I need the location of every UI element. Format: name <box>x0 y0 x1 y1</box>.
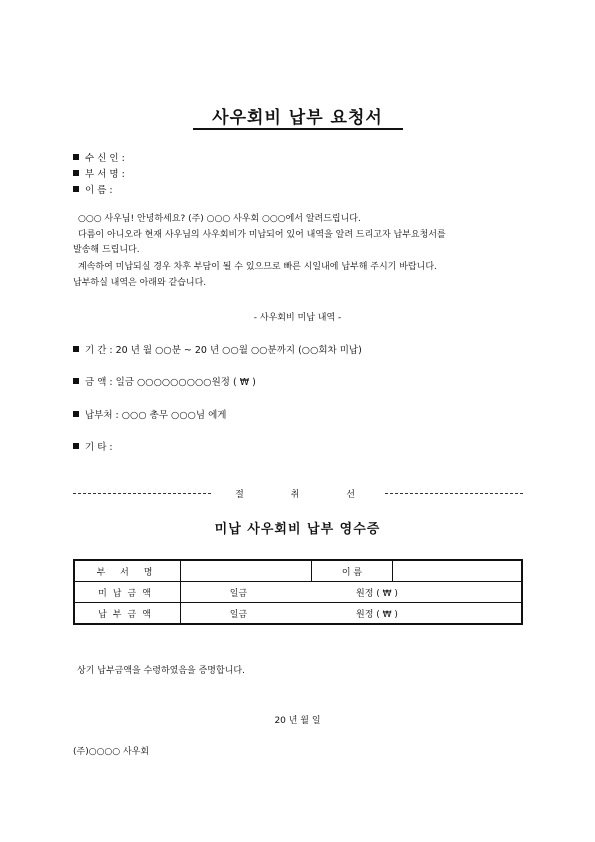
letter-line-3: 발송해 드립니다. <box>73 245 140 255</box>
letter-line-4: 계속하여 미납되실 경우 차후 부담이 될 수 있으므로 빠른 시일내에 납부해 주시기 바랍니다. <box>78 262 437 272</box>
receipt-dept-value[interactable] <box>181 560 312 582</box>
field-name-label: 이 름 : <box>85 185 113 196</box>
bullet-square-icon <box>73 378 79 384</box>
certify-statement: 상기 납부금액을 수령하였음을 증명합니다. <box>77 666 245 676</box>
receipt-row-unpaid <box>74 582 522 603</box>
field-name <box>73 182 113 196</box>
section-heading: - 사우회비 미납 내역 - <box>253 313 342 323</box>
cut-line-left-dash <box>73 493 211 494</box>
field-department <box>73 166 125 180</box>
receipt-name-label: 이 름 <box>312 560 393 582</box>
detail-period <box>73 342 362 356</box>
cut-line <box>73 487 523 500</box>
letter-line-5: 납부하실 내역은 아래와 같습니다. <box>73 278 207 288</box>
receipt-table <box>73 559 523 625</box>
receipt-unpaid-label: 미납금액 <box>74 582 181 603</box>
receipt-paid-value[interactable] <box>181 603 523 625</box>
issue-date: 20 년 월 일 <box>274 716 321 726</box>
field-department-label: 부 서 명 : <box>85 169 125 180</box>
cut-line-label: 절 취 선 <box>235 490 377 500</box>
receipt-paid-prefix: 일금 <box>229 609 248 620</box>
receipt-unpaid-suffix: 원정 ( ₩ ) <box>356 588 398 599</box>
field-recipient <box>73 150 125 164</box>
receipt-unpaid-prefix: 일금 <box>229 588 248 599</box>
detail-payee-text: 납부처 : ○○○ 총무 ○○○님 에게 <box>85 410 227 421</box>
cut-line-right-dash <box>385 493 523 494</box>
detail-period-text: 기 간 : 20 년 월 ○○분 ~ 20 년 ○○월 ○○분까지 (○○회차 미납) <box>85 345 362 356</box>
receipt-unpaid-value[interactable] <box>181 582 523 603</box>
detail-amount-text: 금 액 : 일금 ○○○○○○○○○원정 ( ₩ ) <box>85 377 256 388</box>
bullet-square-icon <box>73 170 79 176</box>
detail-other-text: 기 타 : <box>85 442 113 453</box>
receipt-dept-label: 부 서 명 <box>74 560 181 582</box>
bullet-square-icon <box>73 443 79 449</box>
detail-other <box>73 439 113 453</box>
letter-line-2: 다름이 아니오라 현재 사우님의 사우회비가 미납되어 있어 내역을 알려 드리고자 납부요청서를 <box>78 230 446 240</box>
bullet-square-icon <box>73 186 79 192</box>
receipt-row-paid <box>74 603 522 625</box>
bullet-square-icon <box>73 346 79 352</box>
detail-amount <box>73 374 256 388</box>
issuer-name: (주)○○○○ 사우회 <box>73 747 150 757</box>
field-recipient-label: 수 신 인 : <box>85 153 125 164</box>
letter-line-1: ○○○ 사우님! 안녕하세요? (주) ○○○ 사우회 ○○○에서 알려드립니다. <box>78 214 361 224</box>
bullet-square-icon <box>73 411 79 417</box>
receipt-paid-label: 납부금액 <box>74 603 181 625</box>
receipt-paid-suffix: 원정 ( ₩ ) <box>356 609 398 620</box>
title-underline <box>193 128 403 130</box>
detail-payee <box>73 407 226 421</box>
receipt-title: 미납 사우회비 납부 영수증 <box>214 522 381 537</box>
bullet-square-icon <box>73 154 79 160</box>
receipt-row-identity <box>74 560 522 582</box>
document-title: 사우회비 납부 요청서 <box>212 108 383 128</box>
receipt-name-value[interactable] <box>393 560 523 582</box>
